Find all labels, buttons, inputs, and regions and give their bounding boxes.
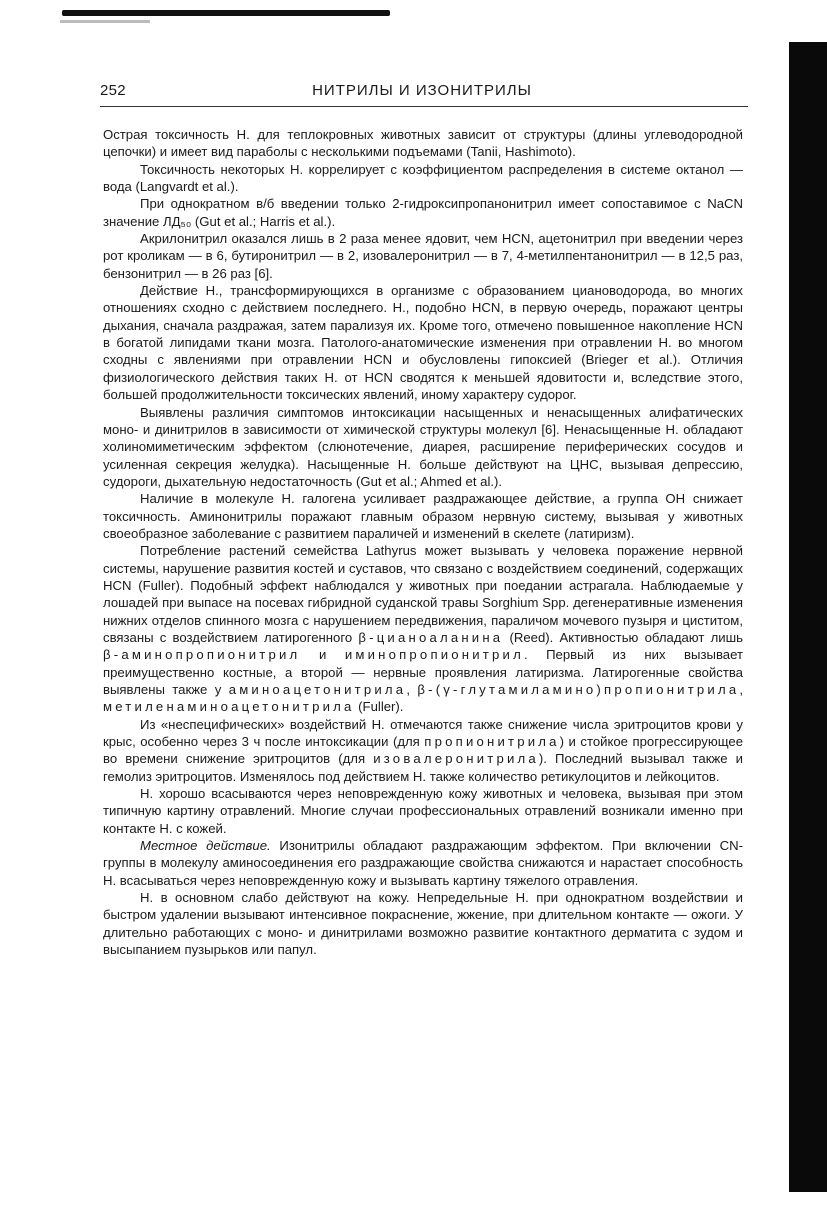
paragraph-9: [103, 716, 743, 785]
paragraph-4: Акрилонитрил оказался лишь в 2 раза менее ядовит, чем HCN, ацетонитрил при введении через рот кроликам — в 6, бутиронитрил — в 2, изовалеронитрил — в 7, 4-метилпентанонитрил — в 12,5 раз, бензонитрил — в 26 раз [6].: [103, 231, 743, 281]
paragraph-8: [103, 542, 743, 715]
paragraph-2: Токсичность некоторых Н. коррелирует с коэффициентом распределения в системе октанол — вода (Langvardt et al.).: [103, 161, 743, 195]
paragraph-9-text: ). Последний вызывал также и гемолиз эритроцитов. Изменялось под действием Н. также количество ретикулоцитов и лейкоцитов.: [103, 751, 743, 784]
paragraph-9-text: ) и стойкое прогрессирующее во времени снижение эритроцитов (для: [103, 734, 743, 767]
paragraph-8-text: (Fuller).: [354, 699, 404, 715]
paragraph-1: Острая токсичность Н. для теплокровных животных зависит от структуры (длины углеводородной цепочки) и имеет вид параболы с несколькими подъемами (Tanii, Hashimoto).: [103, 127, 743, 160]
section-lead-local-action: Местное действие.: [140, 838, 271, 854]
scan-edge-shadow-top: [62, 10, 390, 16]
compound-glutamylaminopropionitrile: β-(γ-глутамиламино)пропионитрила: [417, 682, 740, 697]
paragraph-6: Выявлены различия симптомов интоксикации насыщенных и ненасыщенных алифатических моно- и динитрилов в зависимости от химической структуры молекул [6]. Ненасыщенные Н. обладают холиномиметическим эффектом (слюнотечение, диарея, расширение периферических сосудов и усиленная секреция желудка). Насыщенные Н. больше действуют на ЦНС, вызывая депрессию, судороги, дыхательную недостаточность (Gut et al.; Ahmed et al.).: [103, 404, 743, 489]
paragraph-8-text: . Первый из них вызывает преимущественно костные, а второй — нервные проявления латиризма. Латирогенные свойства выявлены также у: [103, 647, 743, 697]
compound-aminoacetonitrile: аминоацетонитрила: [228, 682, 407, 697]
paragraph-8-text: ,: [739, 682, 743, 697]
paragraph-5: Действие Н., трансформирующихся в организме с образованием циановодорода, во многих отношениях сходно с действием последнего. Н., подобно HCN, в первую очередь, поражают центры дыхания, сначала раздражая, затем парализуя их. Кроме того, отмечено повышенное накопление HCN в богатой липидами ткани мозга. Патолого-анатомические изменения при отравлении Н. во многом сходны с явлениями при отравлении HCN и обусловлены гипоксией (Brieger et al.). Отличия физиологического действия таких Н. от HCN сводятся к меньшей ядовитости и, вследствие этого, большей продолжительности токсических явлений, иному характеру судорог.: [103, 283, 743, 403]
paragraph-7: Наличие в молекуле Н. галогена усиливает раздражающее действие, а группа ОН снижает токсичность. Аминонитрилы поражают главным образом нервную систему, вызывая у животных своеобразное заболевание с развитием параличей и изменений в скелете (латиризм).: [103, 491, 743, 541]
paragraph-9-text: Из «неспецифических» воздействий Н. отмечаются также снижение числа эритроцитов крови у крыс, особенно через 3 ч после интоксикации (для: [103, 716, 743, 750]
running-title: НИТРИЛЫ И ИЗОНИТРИЛЫ: [312, 82, 532, 99]
paragraph-11-text: Изонитрилы обладают раздражающим эффектом. При включении CN-группы в молекулу аминосоединения его раздражающие свойства снижаются и нарастает способность Н. всасываться через неповрежденную кожу и вызывать картину тяжелого отравления.: [103, 838, 743, 888]
header-rule: [100, 106, 748, 107]
page-number: 252: [100, 82, 126, 99]
paragraph-8-text: и: [300, 647, 345, 663]
compound-methyleneaminoacetonitrile: метиленаминоацетонитрила: [103, 699, 355, 715]
page-body: [103, 126, 743, 959]
compound-propionitrile: пропионитрила: [424, 734, 560, 750]
compound-aminopropionitrile: β-аминопропионитрил: [103, 647, 301, 663]
paragraph-8-text: (Reed). Активностью обладают лишь: [503, 629, 743, 645]
scan-edge-shadow-top-faint: [60, 20, 150, 23]
compound-cyanoalanine: β-цианоаланина: [358, 629, 504, 645]
page-header: [100, 82, 744, 106]
paragraph-3: При однократном в/б введении только 2-гидроксипропанонитрил имеет сопоставимое с NaCN значение ЛД₅₀ (Gut et al.; Harris et al.).: [103, 196, 743, 229]
paragraph-8-text: ,: [406, 682, 418, 697]
compound-isovaleronitrile: изовалеронитрила: [373, 751, 539, 767]
paragraph-11: [103, 837, 743, 889]
compound-iminopropionitrile: иминопропионитрил: [344, 647, 524, 663]
paragraph-10: Н. хорошо всасываются через неповрежденную кожу животных и человека, вызывая при этом типичную картину отравлений. Многие случаи профессиональных отравлений возникали именно при контакте Н. с кожей.: [103, 786, 743, 836]
scan-edge-shadow-right: [789, 42, 827, 1192]
paragraph-12: Н. в основном слабо действуют на кожу. Непредельные Н. при однократном воздействии и быстром удалении вызывают интенсивное покраснение, жжение, при длительном контакте — ожоги. У длительно работающих с моно- и динитрилами возможно развитие контактного дерматита с зудом и высыпанием пузырьков или папул.: [103, 890, 743, 958]
paragraph-8-text: Потребление растений семейства Lathyrus может вызывать у человека поражение нервной системы, нарушение развития костей и суставов, что связано с воздействием соединений, содержащих HCN (Fuller). Подобный эффект наблюдался у животных при поедании астрагала. Наблюдаемые у лошадей при выпасе на посевах гибридной суданской травы Sorghium Spp. дегенеративные изменения нижних отделов спинного мозга с нарушением передвижения, параличом мочевого пузыря и циститом, связаны с воздействием латирогенного: [103, 543, 743, 645]
